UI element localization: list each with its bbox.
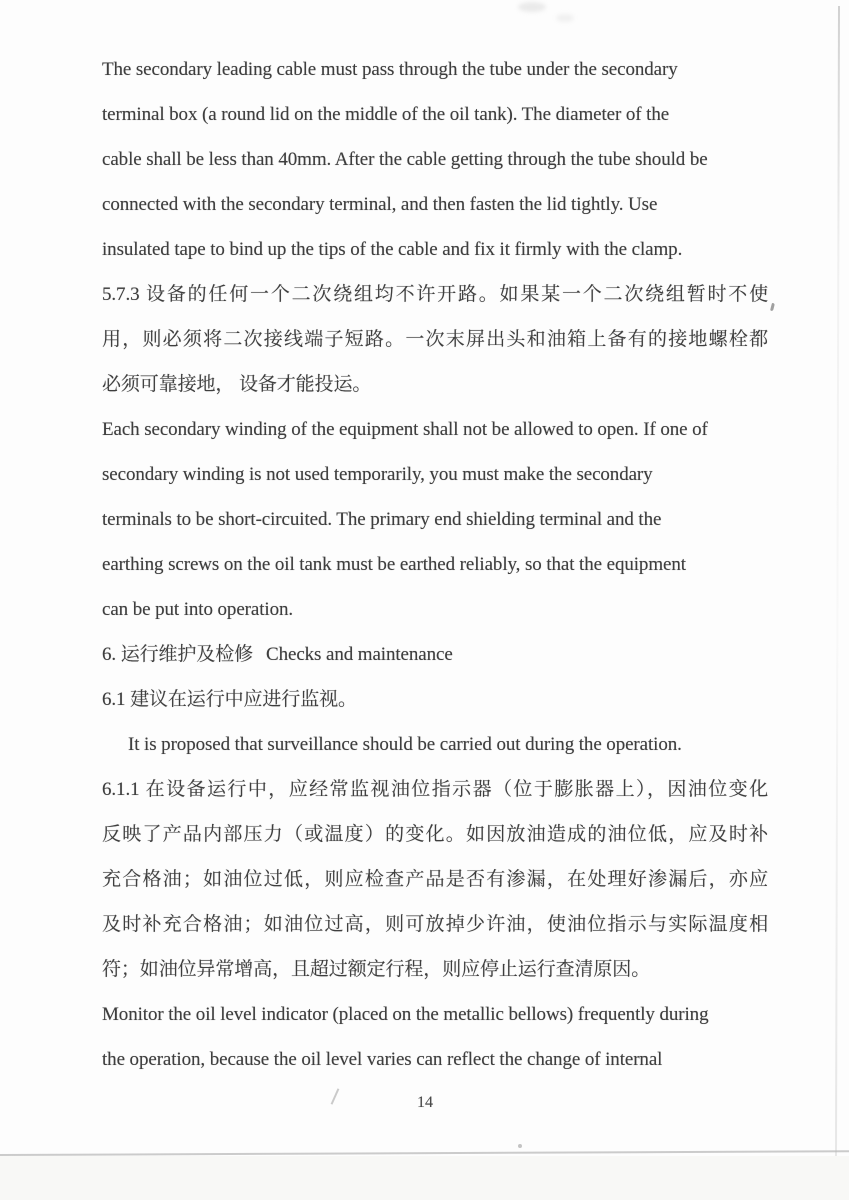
paragraph-line: 充合格油；如油位过低，则应检查产品是否有渗漏，在处理好渗漏后，亦应 <box>102 869 768 890</box>
paragraph-line: terminal box (a round lid on the middle of the oil tank). The diameter of the <box>102 104 670 125</box>
scan-artifact-page-edge-right <box>835 6 840 1156</box>
paragraph-line: insulated tape to bind up the tips of the cable and fix it firmly with the clamp. <box>102 239 683 260</box>
section-6-heading-zh: 6. 运行维护及检修 <box>102 644 254 665</box>
paragraph-line: can be put into operation. <box>102 599 294 620</box>
paragraph-line: Each secondary winding of the equipment shall not be allowed to open. If one of <box>102 419 708 440</box>
scan-artifact-ink-speck <box>770 303 775 311</box>
page-number: 14 <box>417 1094 433 1111</box>
paragraph-line: 反映了产品内部压力（或温度）的变化。如因放油造成的油位低，应及时补 <box>102 824 768 845</box>
paragraph-line: earthing screws on the oil tank must be earthed reliably, so that the equipment <box>102 554 686 575</box>
scan-artifact-pencil-slash <box>331 1088 340 1104</box>
scan-artifact-smudge <box>556 14 574 22</box>
paragraph-line: terminals to be short-circuited. The primary end shielding terminal and the <box>102 509 662 530</box>
paragraph-line: 及时补充合格油；如油位过高，则可放掉少许油，使油位指示与实际温度相 <box>102 914 768 935</box>
scan-artifact-ink-speck <box>518 1144 522 1148</box>
paragraph-line: connected with the secondary terminal, and then fasten the lid tightly. Use <box>102 194 658 215</box>
scan-artifact-smudge <box>518 2 546 12</box>
section-5-7-3-line: 5.7.3 设备的任何一个二次绕组均不许开路。如果某一个二次绕组暂时不使 <box>102 284 768 305</box>
paragraph-line: cable shall be less than 40mm. After the cable getting through the tube should be <box>102 149 708 170</box>
paragraph-line: the operation, because the oil level varies can reflect the change of internal <box>102 1049 663 1070</box>
paragraph-line: The secondary leading cable must pass through the tube under the secondary <box>102 59 678 80</box>
paragraph-line: secondary winding is not used temporarily, you must make the secondary <box>102 464 653 485</box>
section-6-heading-en: Checks and maintenance <box>266 644 453 665</box>
paragraph-line: Monitor the oil level indicator (placed on the metallic bellows) frequently during <box>102 1004 709 1025</box>
paragraph-line: 符；如油位异常增高，且超过额定行程，则应停止运行查清原因。 <box>102 959 651 980</box>
section-6-1-line: 6.1 建议在运行中应进行监视。 <box>102 689 357 710</box>
section-6-heading <box>102 632 768 677</box>
paragraph-line: It is proposed that surveillance should be carried out during the operation. <box>128 734 682 755</box>
paragraph-line: 必须可靠接地， 设备才能投运。 <box>102 374 372 395</box>
paragraph-line: 用，则必须将二次接线端子短路。一次末屏出头和油箱上备有的接地螺栓都 <box>102 329 768 350</box>
section-6-1-1-line: 6.1.1 在设备运行中，应经常监视油位指示器（位于膨胀器上），因油位变化 <box>102 779 768 800</box>
scan-artifact-bottom-strip <box>0 1156 849 1200</box>
page-body <box>102 47 768 1082</box>
